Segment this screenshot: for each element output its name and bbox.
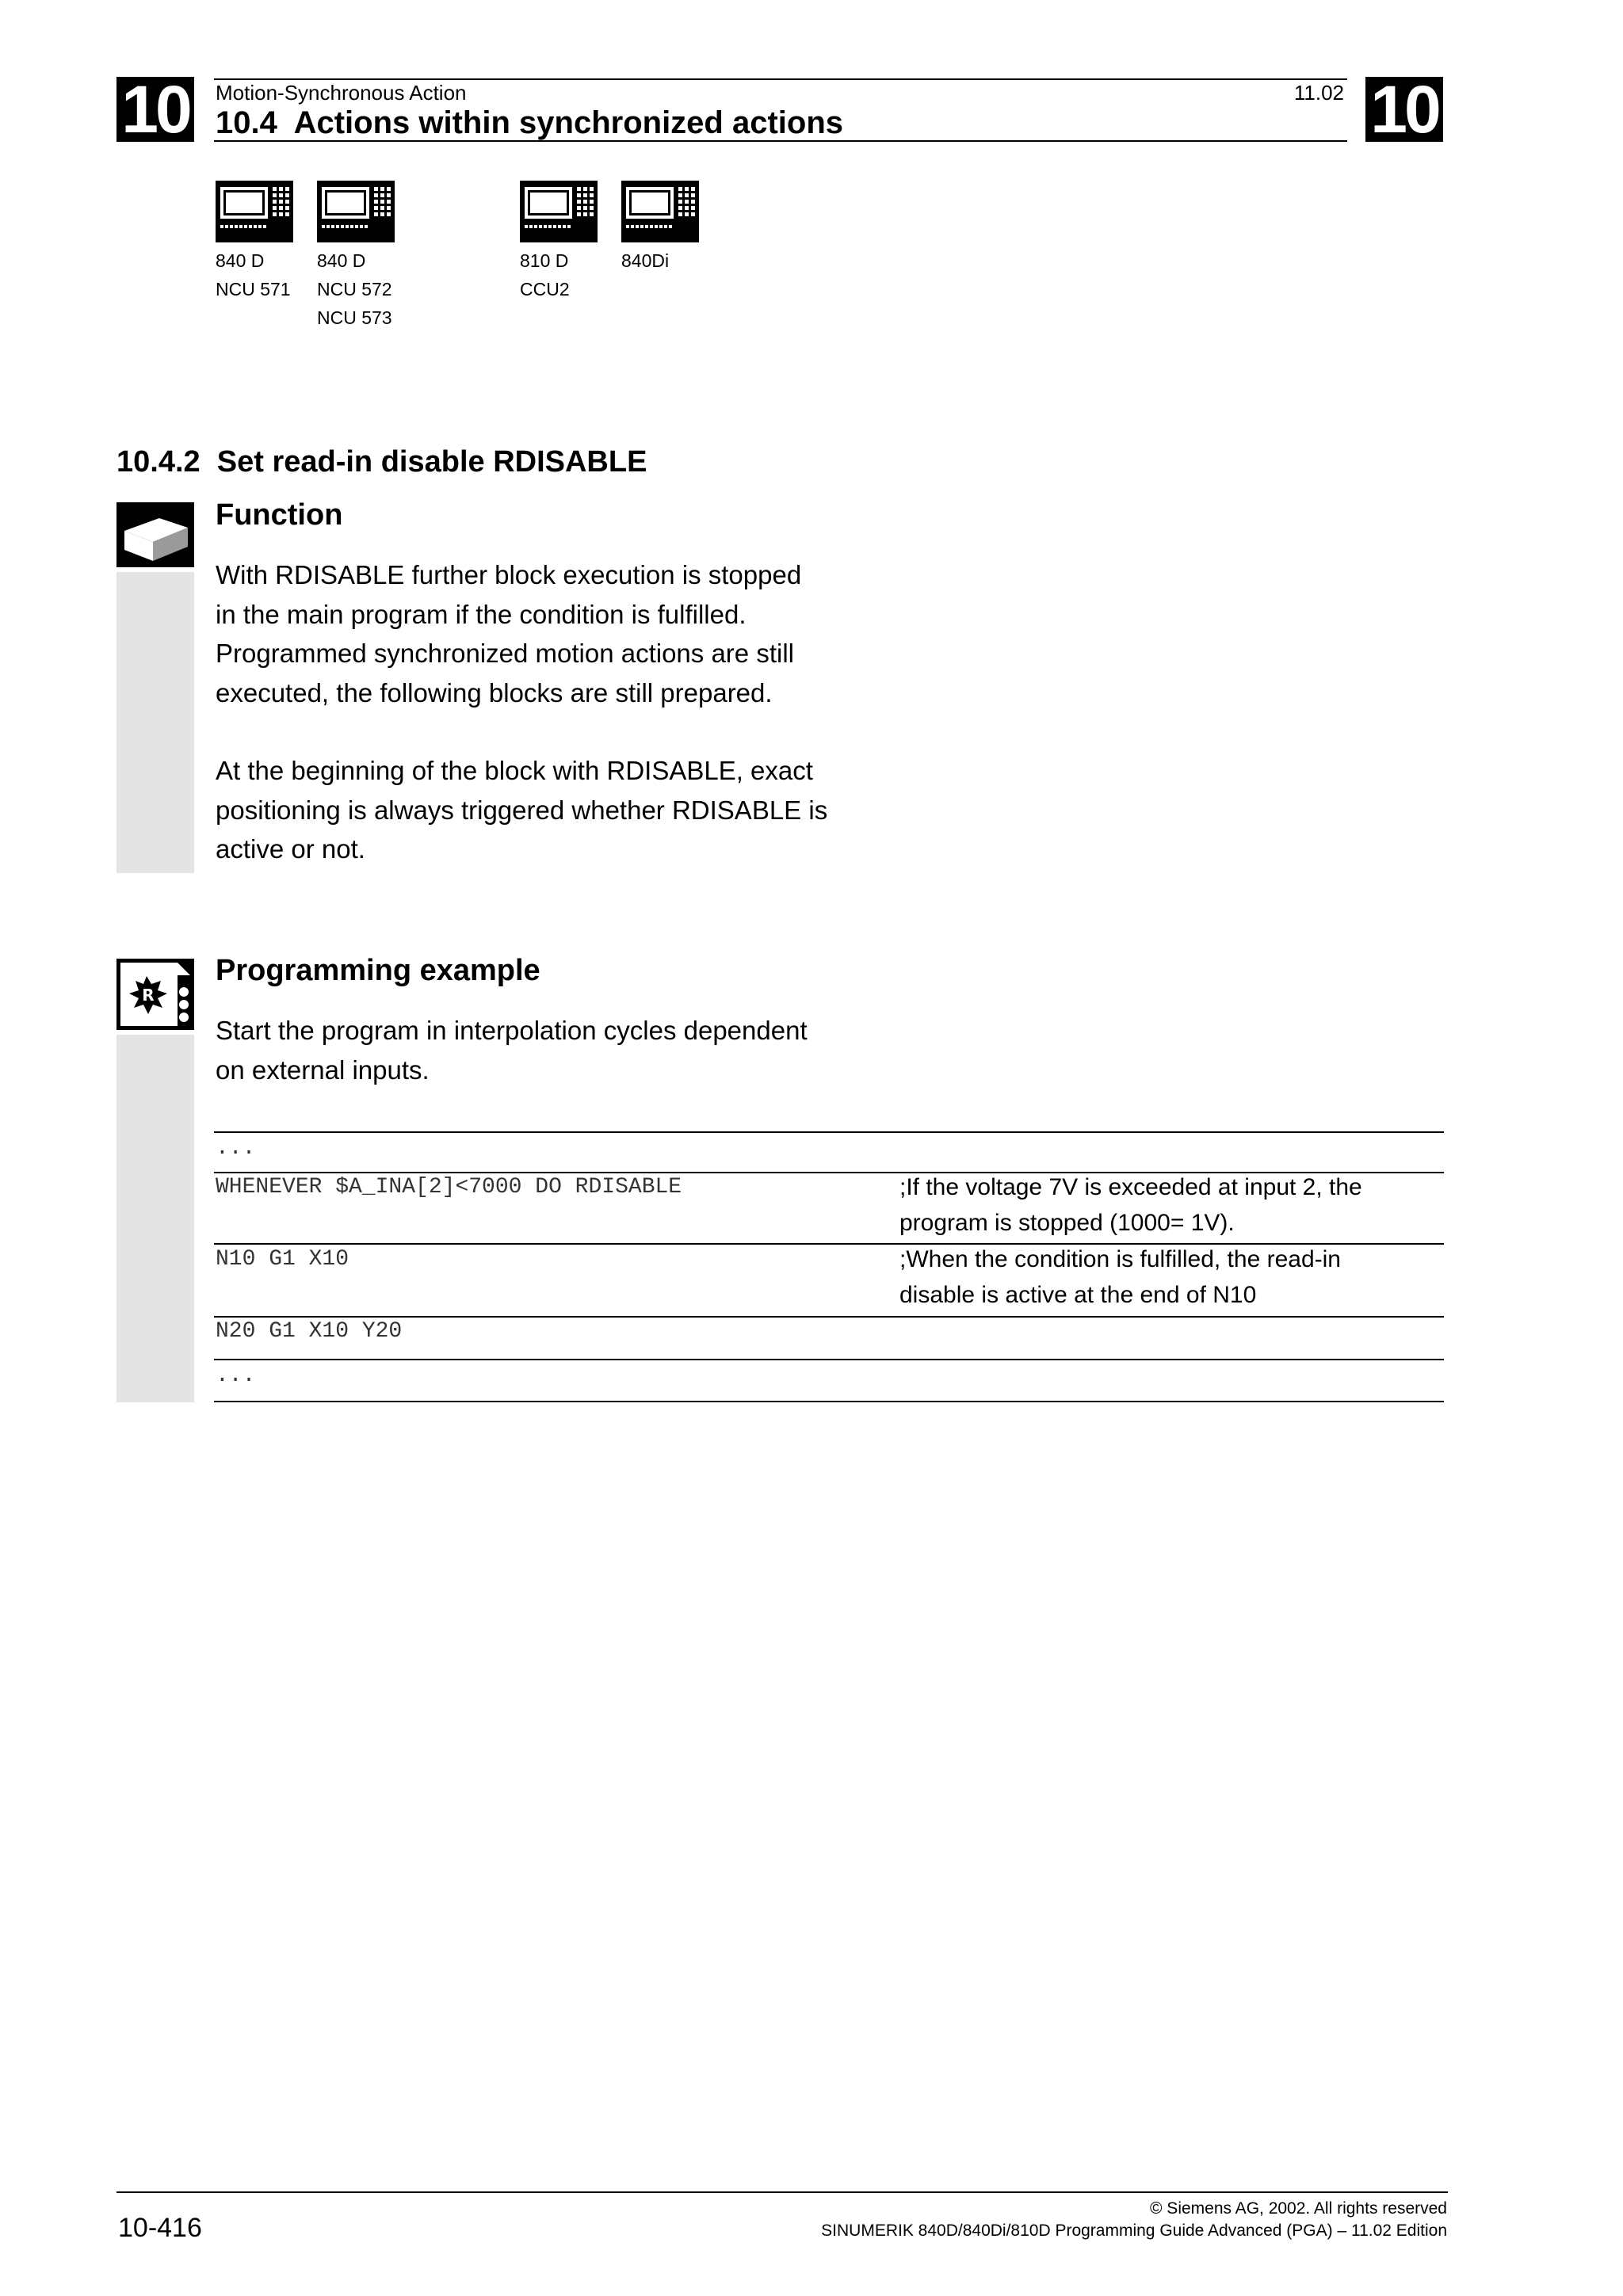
page-number: 10-416 bbox=[118, 2213, 202, 2243]
table-rule bbox=[214, 1359, 1444, 1360]
control-label-line2: NCU 571 bbox=[216, 279, 291, 299]
example-intro bbox=[216, 1011, 808, 1089]
function-heading: Function bbox=[216, 498, 343, 532]
text-line: in the main program if the condition is fulfilled. bbox=[216, 599, 747, 629]
control-label-line3: NCU 573 bbox=[317, 307, 392, 328]
footer-rule bbox=[116, 2191, 1448, 2193]
svg-text:R: R bbox=[142, 986, 155, 1005]
control-840d-ncu572 bbox=[317, 181, 395, 332]
control-label-line1: 810 D bbox=[520, 250, 569, 271]
function-paragraph-1 bbox=[216, 555, 801, 712]
text-line: Programmed synchronized motion actions are still bbox=[216, 639, 794, 668]
comment-row-1 bbox=[899, 1169, 1362, 1241]
text-line: executed, the following blocks are still prepared. bbox=[216, 677, 773, 707]
code-row-1: WHENEVER $A_INA[2]<7000 DO RDISABLE bbox=[216, 1175, 682, 1199]
text-line: active or not. bbox=[216, 834, 365, 864]
header-bottom-rule bbox=[214, 140, 1347, 142]
chapter-number-left: 10 bbox=[116, 77, 194, 142]
code-row-3: N20 G1 X10 Y20 bbox=[216, 1319, 403, 1344]
page-title: 10.4 Actions within synchronized actions bbox=[216, 105, 844, 140]
example-sidebar bbox=[116, 1035, 194, 1402]
comment-line: ;If the voltage 7V is exceeded at input 2, the bbox=[899, 1174, 1362, 1200]
control-label-line3: CCU2 bbox=[520, 279, 570, 299]
code-row-0: ... bbox=[216, 1136, 256, 1161]
table-rule bbox=[214, 1131, 1444, 1133]
control-840d-ncu571 bbox=[216, 181, 293, 303]
text-line: At the beginning of the block with RDISABLE, exact bbox=[216, 756, 813, 785]
code-row-4: ... bbox=[216, 1363, 256, 1388]
programming-example-icon bbox=[116, 959, 194, 1030]
control-panel-icon bbox=[216, 181, 293, 242]
table-rule bbox=[214, 1401, 1444, 1402]
control-label-line1: 840Di bbox=[621, 250, 670, 271]
control-label-line2: NCU 572 bbox=[317, 279, 392, 299]
edition-label: 11.02 bbox=[1293, 81, 1344, 105]
comment-line: disable is active at the end of N10 bbox=[899, 1282, 1257, 1308]
control-840di bbox=[621, 181, 699, 275]
example-heading: Programming example bbox=[216, 954, 540, 987]
control-label-line1: 840 D bbox=[317, 250, 366, 271]
header-top-rule bbox=[214, 78, 1347, 80]
control-810d-ccu2 bbox=[520, 181, 598, 303]
comment-line: program is stopped (1000= 1V). bbox=[899, 1210, 1235, 1236]
function-cube-icon bbox=[116, 502, 194, 567]
code-row-2: N10 G1 X10 bbox=[216, 1247, 349, 1272]
control-panel-icon bbox=[621, 181, 699, 242]
text-line: Start the program in interpolation cycles dependent bbox=[216, 1016, 808, 1045]
chapter-number-right: 10 bbox=[1365, 77, 1443, 142]
text-line: on external inputs. bbox=[216, 1055, 430, 1085]
comment-line: ;When the condition is fulfilled, the read-in bbox=[899, 1246, 1341, 1272]
table-rule bbox=[214, 1316, 1444, 1318]
footer-text bbox=[713, 2198, 1447, 2242]
section-label: Motion-Synchronous Action bbox=[216, 81, 467, 105]
comment-row-2 bbox=[899, 1241, 1341, 1313]
section-title: 10.4.2 Set read-in disable RDISABLE bbox=[116, 445, 647, 479]
document-title: SINUMERIK 840D/840Di/810D Programming Guide Advanced (PGA) – 11.02 Edition bbox=[821, 2222, 1447, 2240]
function-paragraph-2 bbox=[216, 751, 827, 869]
control-label-line1: 840 D bbox=[216, 250, 265, 271]
control-panel-icon bbox=[520, 181, 598, 242]
text-line: With RDISABLE further block execution is stopped bbox=[216, 560, 802, 589]
copyright-notice: © Siemens AG, 2002. All rights reserved bbox=[1150, 2199, 1447, 2218]
text-line: positioning is always triggered whether RDISABLE is bbox=[216, 795, 828, 825]
control-panel-icon bbox=[317, 181, 395, 242]
function-sidebar bbox=[116, 572, 194, 873]
